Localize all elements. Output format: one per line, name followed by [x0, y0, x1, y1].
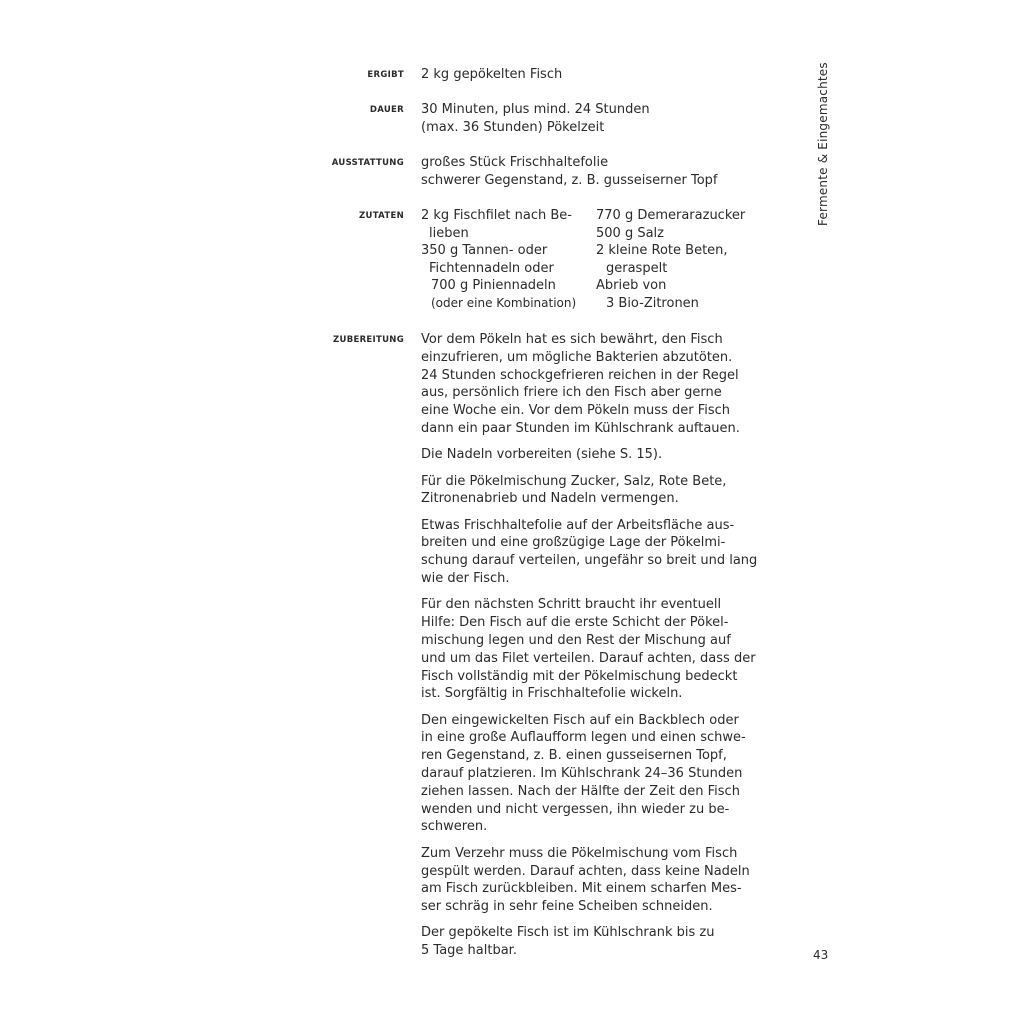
text-line: am Fisch zurückbleiben. Mit einem scharfen Mes-: [421, 881, 742, 897]
ingredients-row: [300, 207, 770, 317]
ingredient-line: Fichtennadeln oder: [429, 260, 554, 276]
text-line: einzufrieren, um mögliche Bakterien abzutöten.: [421, 349, 733, 365]
duration-line: 30 Minuten, plus mind. 24 Stunden: [421, 102, 650, 117]
page-number: 43: [813, 948, 829, 962]
ingredient-line: 350 g Tannen- oder: [421, 243, 548, 259]
section-title: Fermente & Eingemachtes: [816, 62, 830, 226]
text-line: ist. Sorgfältig in Frischhaltefolie wickeln.: [421, 686, 683, 702]
ingredient-line: 700 g Piniennadeln: [431, 278, 556, 294]
ingredients-column-left: [421, 207, 576, 313]
preparation-paragraph: [421, 331, 757, 438]
preparation-paragraph: [421, 446, 757, 464]
text-line: aus, persönlich friere ich den Fisch aber gerne: [421, 385, 722, 401]
text-line: wenden und nicht vergessen, ihn wieder zu be-: [421, 801, 730, 817]
equipment-line: großes Stück Frischhaltefolie: [421, 155, 609, 170]
text-line: Fisch vollständig mit der Pökelmischung bedeckt: [421, 668, 738, 684]
ingredient-line: lieben: [429, 225, 469, 241]
text-line: ren Gegenstand, z. B. einen gusseisernen Topf,: [421, 748, 727, 764]
text-line: Etwas Frischhaltefolie auf der Arbeitsfläche aus-: [421, 517, 735, 533]
ingredient-line: 3 Bio-Zitronen: [606, 295, 699, 311]
equipment-line: schwerer Gegenstand, z. B. gusseiserner Topf: [421, 172, 718, 188]
equipment-label: AUSSTATTUNG: [331, 158, 404, 168]
yield-label: ERGIBT: [367, 70, 404, 80]
preparation-label: ZUBEREITUNG: [333, 335, 404, 345]
text-line: dann ein paar Stunden im Kühlschrank auftauen.: [421, 420, 740, 436]
preparation-paragraph: [421, 924, 757, 960]
ingredient-line: 2 kleine Rote Beten,: [596, 243, 728, 259]
text-line: 5 Tage haltbar.: [421, 943, 517, 959]
ingredient-line: 2 kg Fischfilet nach Be-: [421, 208, 572, 223]
ingredients-label: ZUTATEN: [359, 211, 404, 221]
text-line: Der gepökelte Fisch ist im Kühlschrank bis zu: [421, 925, 715, 941]
preparation-text: [421, 331, 757, 969]
text-line: Vor dem Pökeln hat es sich bewährt, den Fisch: [421, 332, 723, 347]
text-line: Zitronenabrieb und Nadeln vermengen.: [421, 491, 679, 507]
text-line: schung darauf verteilen, ungefähr so breit und lang: [421, 553, 758, 569]
preparation-paragraph: [421, 845, 757, 916]
text-line: Zum Verzehr muss die Pökelmischung vom Fisch: [421, 845, 738, 861]
preparation-paragraph: [421, 473, 757, 509]
text-line: Hilfe: Den Fisch auf die erste Schicht der Pökel-: [421, 615, 729, 631]
ingredient-line: 770 g Demerarazucker: [596, 208, 746, 223]
ingredient-line: (oder eine Kombination): [431, 295, 577, 310]
text-line: darauf platzieren. Im Kühlschrank 24–36 Stunden: [421, 766, 743, 782]
duration-line: (max. 36 Stunden) Pökelzeit: [421, 119, 605, 135]
text-line: Die Nadeln vorbereiten (siehe S. 15).: [421, 447, 663, 463]
text-line: 24 Stunden schockgefrieren reichen in der Regel: [421, 367, 739, 383]
preparation-paragraph: [421, 596, 757, 703]
yield-value: [421, 66, 562, 84]
text-line: eine Woche ein. Vor dem Pökeln muss der Fisch: [421, 403, 731, 419]
text-line: ser schräg in sehr feine Scheiben schneiden.: [421, 899, 713, 915]
text-line: Für den nächsten Schritt braucht ihr eventuell: [421, 597, 722, 613]
text-line: wie der Fisch.: [421, 571, 510, 587]
ingredient-line: Abrieb von: [596, 278, 667, 294]
duration-label: DAUER: [369, 105, 404, 115]
text-line: gespült werden. Darauf achten, dass keine Nadeln: [421, 863, 750, 879]
duration-value: [421, 101, 650, 136]
text-line: breiten und eine großzügige Lage der Pökelmi-: [421, 535, 726, 551]
preparation-paragraph: [421, 712, 757, 837]
text-line: Den eingewickelten Fisch auf ein Backblech oder: [421, 712, 739, 728]
text-line: und um das Filet verteilen. Darauf achten, dass der: [421, 650, 756, 666]
text-line: mischung legen und den Rest der Mischung auf: [421, 632, 731, 648]
text-line: schweren.: [421, 819, 488, 835]
yield-line: 2 kg gepökelten Fisch: [421, 67, 563, 82]
text-line: ziehen lassen. Nach der Hälfte der Zeit den Fisch: [421, 783, 740, 799]
text-line: Für die Pökelmischung Zucker, Salz, Rote Bete,: [421, 473, 727, 489]
equipment-value: [421, 154, 718, 189]
ingredient-line: 500 g Salz: [596, 225, 664, 241]
ingredient-line: geraspelt: [606, 260, 668, 276]
text-line: in eine große Auflaufform legen und einen schwe-: [421, 730, 746, 746]
ingredients-column-right: [596, 207, 745, 313]
preparation-paragraph: [421, 517, 757, 588]
